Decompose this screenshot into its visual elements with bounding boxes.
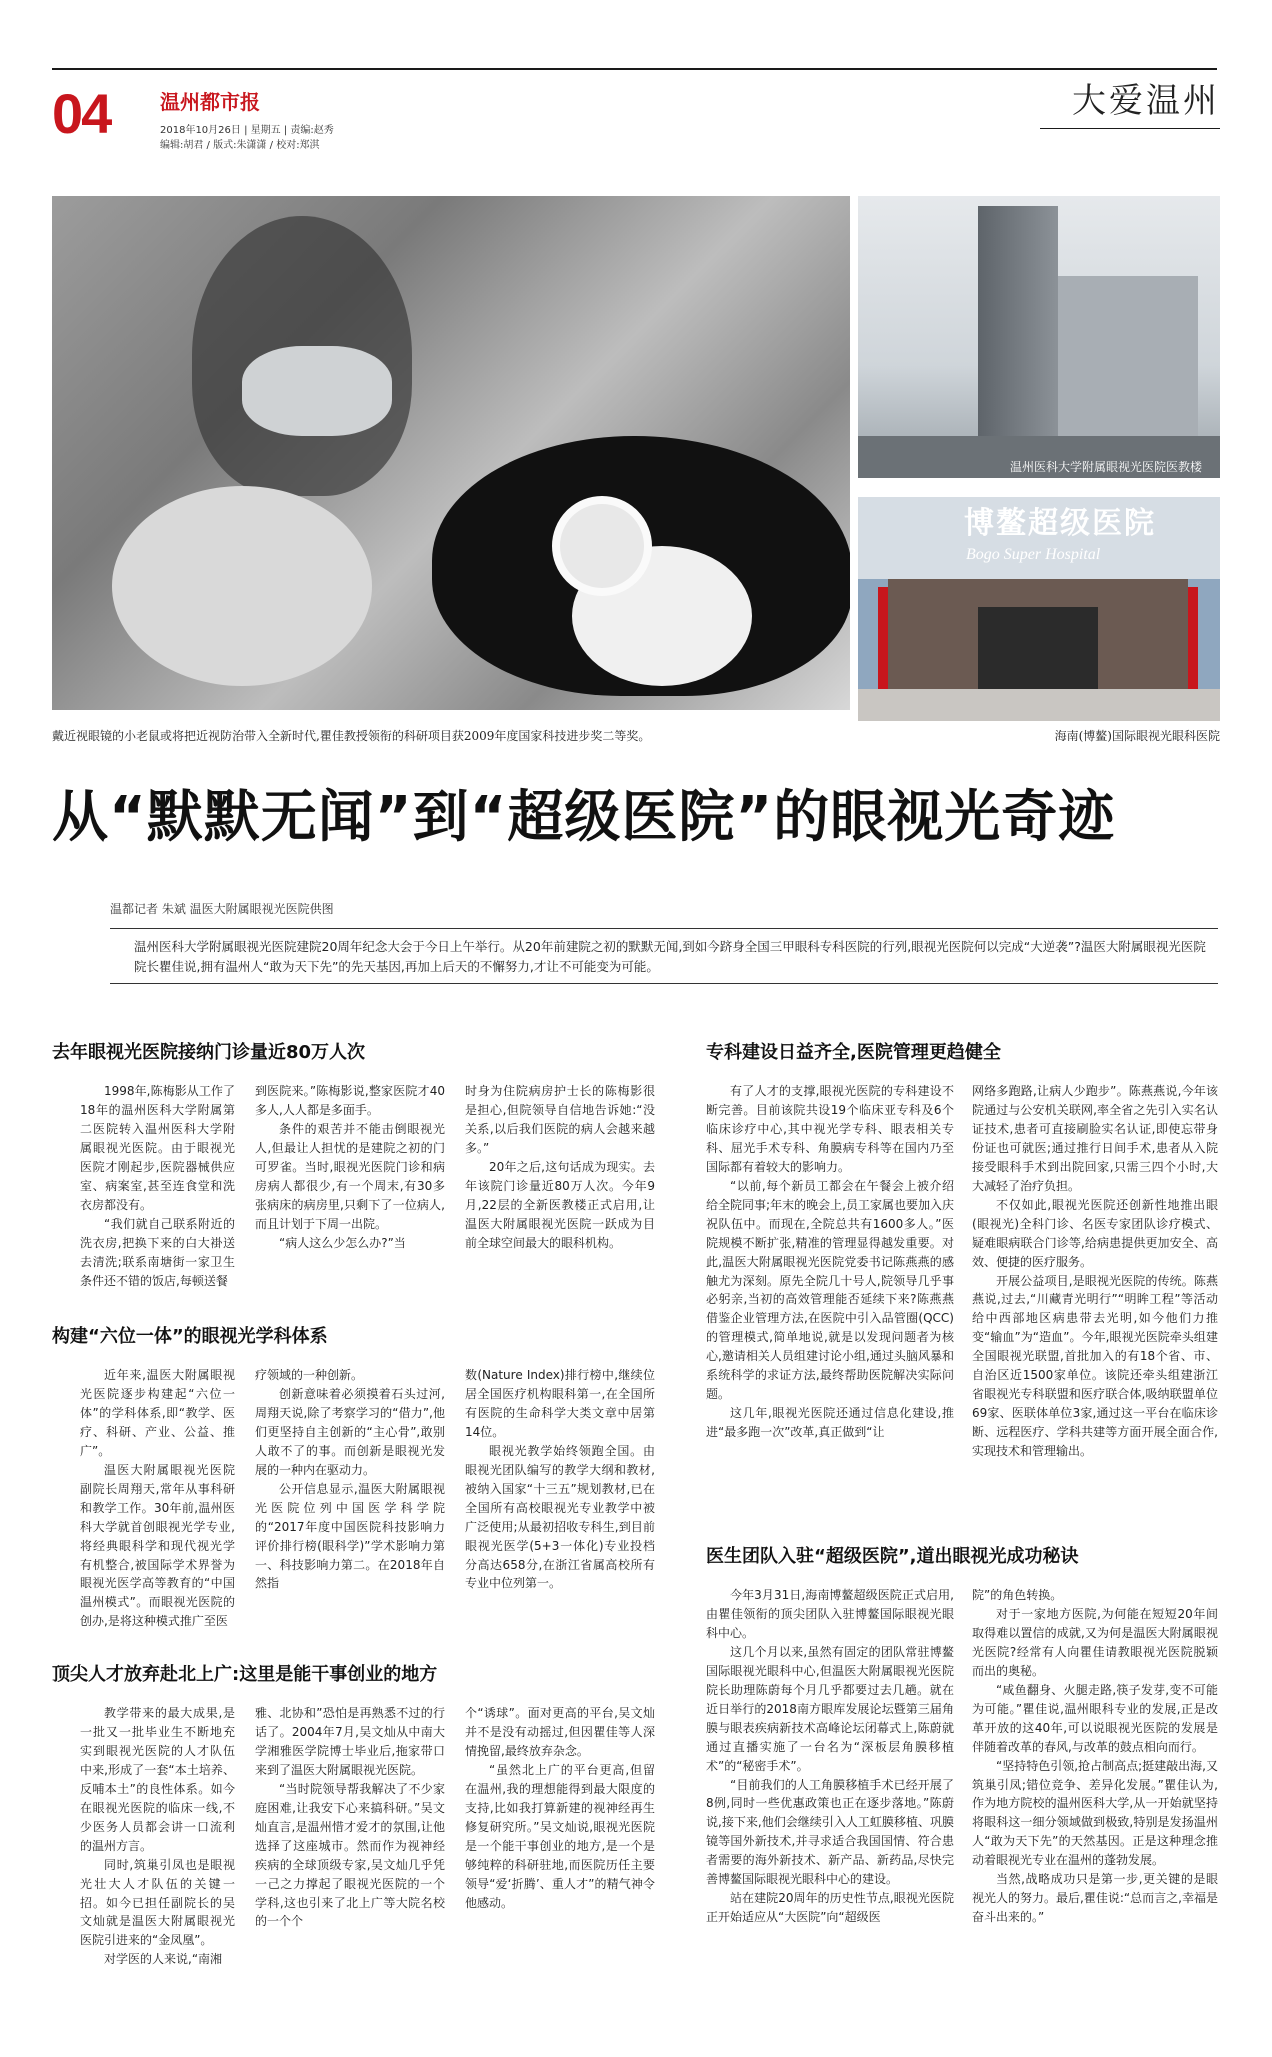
paragraph: 当然,战略成功只是第一步,更关键的是眼视光人的努力。最后,瞿佳说:“总而言之,幸福是奋斗出来的。” (972, 1872, 1218, 1925)
hospital-sign-chinese: 博鳌超级医院 (964, 506, 1156, 541)
hospital-sign-english: Bogo Super Hospital (966, 546, 1101, 563)
paragraph: 20年之后,这句话成为现实。去年该院门诊量近80万人次。今年9月,22层的全新医教楼正式启用,让温医大附属眼视光医院一跃成为目前全球空间最大的眼科机构。 (465, 1159, 655, 1250)
paragraph: “坚持特色引领,抢占制高点;挺建敲出海,又筑巢引凤;错位竞争、差异化发展。”瞿佳认为,作为地方院校的温州医科大学,从一开始就坚持将眼科这一细分领域做到极致,特别是发扬温州人“敢为天下先”的天然基因。正是这种理念推动着眼视光专业在温州的蓬勃发展。 (972, 1758, 1218, 1868)
paragraph: 温医大附属眼视光医院副院长周翔天,常年从事科研和教学工作。30年前,温州医科大学就首创眼视光学专业,将经典眼科学和现代视光学有机整合,被国际学术界誉为眼视光医学高等教育的“中国温州模式”。而眼视光医院的创办,是将这种模式推广至医 (80, 1462, 235, 1629)
paragraph: 网络多跑路,让病人少跑步”。陈燕燕说,今年该院通过与公安机关联网,率全省之先引入实名认证技术,患者可直接刷脸实名认证,即使忘带身份证也可就医;通过推行日间手术,患者从入院接受眼科手术到出院回家,只需三四个小时,大大减轻了治疗负担。 (972, 1084, 1218, 1193)
paragraph: 站在建院20周年的历史性节点,眼视光医院正开始适应从“大医院”向“超级医 (706, 1891, 954, 1925)
building-photo-caption: 温州医科大学附属眼视光医院医教楼 (1010, 460, 1203, 474)
surgical-mask (242, 346, 392, 436)
article-headline: 从“默默无闻”到“超级医院”的眼视光奇迹 (52, 785, 1116, 850)
hospital-photo-caption: 海南(博鳌)国际眼视光眼科医院 (1054, 729, 1220, 743)
article-lead: 温州医科大学附属眼视光医院建院20周年纪念大会于今日上午举行。从20年前建院之初的默默无闻,到如今跻身全国三甲眼科专科医院的行列,眼视光医院何以完成“大逆袭”?温医大附属眼视光医院院长瞿佳说,拥有温州人“敢为天下先”的先天基因,再加上后天的不懈努力,才让不可能变为可能。 (110, 928, 1218, 984)
text-column (80, 1082, 235, 1290)
text-column (80, 1366, 235, 1631)
paragraph: 开展公益项目,是眼视光医院的传统。陈燕燕说,过去,“川藏青光明行”“明眸工程”等活动给中西部地区病患带去光明,如今他们力推变“输血”为“造血”。今年,眼视光医院牵头组建全国眼视光联盟,首批加入的有18个省、市、自治区近1500家单位。该院还牵头组建浙江省眼视光专科联盟和医疗联合体,吸纳联盟单位69家、医联体单位3家,通过这一平台在临床诊断、远程医疗、学科共建等方面开展全面合作,实现技术和管理输出。 (972, 1273, 1218, 1459)
text-column (465, 1366, 655, 1593)
text-column (80, 1704, 235, 1969)
paragraph: 同时,筑巢引凤也是眼视光壮大人才队伍的关键一招。如今已担任副院长的吴文灿就是温医大附属眼视光医院引进来的“金凤凰”。 (80, 1857, 235, 1948)
paragraph: 时身为住院病房护士长的陈梅影很是担心,但院领导自信地告诉她:“没关系,以后我们医院的病人会越来越多。” (465, 1084, 655, 1155)
paragraph: 雅、北协和”恐怕是再熟悉不过的行话了。2004年7月,吴文灿从中南大学湘雅医学院博士毕业后,拖家带口来到了温医大附属眼视光医院。 (255, 1706, 445, 1777)
page-number: 04 (52, 82, 111, 145)
paragraph: “虽然北上广的平台更高,但留在温州,我的理想能得到最大限度的支持,比如我打算新建的视神经再生修复研究所。”吴文灿说,眼视光医院是一个能干事创业的地方,是一个是够纯粹的科研驻地,而医院历任主要领导“爱‘折腾’、重人才”的精气神令他感动。 (465, 1762, 655, 1910)
paper-name: 温州都市报 (160, 90, 260, 114)
text-column (972, 1082, 1218, 1461)
paragraph: 对学医的人来说,“南湘 (104, 1952, 223, 1967)
paragraph: 有了人才的支撑,眼视光医院的专科建设不断完善。目前该院共设19个临床亚专科及6个临床诊疗中心,其中视光学专科、眼表相关专科、屈光手术专科、角膜病专科等在国内乃至国际都有着较大的影响力。 (706, 1084, 954, 1174)
text-column (255, 1366, 445, 1593)
section-rule (1040, 128, 1220, 129)
paragraph: 这几个月以来,虽然有固定的团队常驻博鳌国际眼视光眼科中心,但温医大附属眼视光医院院长助理陈蔚每个月几乎都要过去几趟。就在近日举行的2018南方眼库发展论坛暨第三届角膜与眼表疾病新技术高峰论坛闭幕式上,陈蔚就通过直播实施了一台名为“深板层角膜移植术”的“秘密手术”。 (706, 1644, 954, 1773)
paragraph: 条件的艰苦并不能击倒眼视光人,但最让人担忧的是建院之初的门可罗雀。当时,眼视光医院门诊和病房病人都很少,有一个周末,有30多张病床的病房里,只剩下了一位病人,而且计划于下周一出院。 (255, 1121, 445, 1231)
section-heading: 去年眼视光医院接纳门诊量近80万人次 (52, 1042, 366, 1063)
paragraph: 近年来,温医大附属眼视光医院逐步构建起“六位一体”的学科体系,即“教学、医疗、科研、产业、公益、推广”。 (80, 1368, 235, 1458)
paragraph: 院”的角色转换。 (972, 1588, 1063, 1602)
paragraph: 这几年,眼视光医院还通过信息化建设,推进“最多跑一次”改革,真正做到“让 (706, 1406, 954, 1440)
article-byline: 温都记者 朱斌 温医大附属眼视光医院供图 (110, 902, 334, 916)
gloved-hand (112, 486, 372, 686)
publication-date-line: 2018年10月26日 | 星期五 | 责编:赵秀 (160, 125, 334, 136)
section-heading: 顶尖人才放弃赴北上广:这里是能干事创业的地方 (52, 1664, 438, 1685)
building-wing (1058, 276, 1198, 436)
entrance-plaza (858, 689, 1220, 721)
red-banner-right (1188, 587, 1198, 697)
paragraph: 个“诱球”。面对更高的平台,吴文灿并不是没有动摇过,但因瞿佳等人深情挽留,最终放弃杂念。 (465, 1706, 655, 1758)
text-column (255, 1704, 445, 1931)
paragraph: “以前,每个新员工都会在午餐会上被介绍给全院同事;年末的晚会上,员工家属也要加入庆祝队伍中。而现在,全院总共有1600多人。”医院规模不断扩张,精准的管理显得越发重要。对此,温医大附属眼视光医院党委书记陈燕燕的感触尤为深刻。原先全院几十号人,院领导几乎事必躬亲,当初的高效管理能否延续下来?陈燕燕借鉴企业管理方法,在医院中引入品管圈(QCC)的管理模式,简单地说,就是以发现问题者为核心,邀请相关人员组建讨论小组,通过头脑风暴和系统科学的求证方法,最终帮助医院解决实际问题。 (706, 1178, 954, 1402)
paragraph: 疗领域的一种创新。 (255, 1368, 364, 1382)
paragraph: 1998年,陈梅影从工作了18年的温州医科大学附属第二医院转入温州医科大学附属眼视光医院。由于眼视光医院才刚起步,医院器械供应室、病案室,甚至连食堂和洗衣房都没有。 (80, 1084, 235, 1212)
paragraph: “当时院领导帮我解决了不少家庭困难,让我安下心来搞科研。”吴文灿直言,是温州惜才爱才的氛围,让他选择了这座城市。然而作为视神经疾病的全球顶级专家,吴文灿几乎凭一己之力撑起了眼视光医院的一个学科,这也引来了北上广等大院名校的一个个 (255, 1781, 445, 1929)
text-column (972, 1586, 1218, 1927)
paragraph: “目前我们的人工角膜移植手术已经开展了8例,同时一些优惠政策也正在逐步落地。”陈蔚说,接下来,他们会继续引入人工虹膜移植、巩膜镜等国外新技术,并寻求适合我国国情、符合患者需要的海外新技术、新产品、新药品,尽快完善博鳌国际眼视光眼科中心的建设。 (706, 1777, 954, 1887)
paragraph: 不仅如此,眼视光医院还创新性地推出眼(眼视光)全科门诊、名医专家团队诊疗模式、疑难眼病联合门诊等,给病患提供更加安全、高效、便捷的医疗服务。 (972, 1197, 1218, 1269)
paragraph: “咸鱼翻身、火腿走路,筷子发芽,变不可能为可能。”瞿佳说,温州眼科专业的发展,正是改革开放的这40年,可以说眼视光医院的发展是伴随着改革的春风,与改革的鼓点相向而行。 (972, 1682, 1218, 1754)
text-column (465, 1704, 655, 1912)
section-heading: 专科建设日益齐全,医院管理更趋健全 (706, 1042, 1001, 1063)
paragraph: 今年3月31日,海南博鳌超级医院正式启用,由瞿佳领衔的顶尖团队入驻博鳌国际眼视光眼科中心。 (706, 1588, 954, 1640)
paragraph: “我们就自己联系附近的洗衣房,把换下来的白大褂送去清洗;联系南塘街一家卫生条件还不错的饭店,每顿送餐 (80, 1216, 235, 1288)
section-heading: 医生团队入驻“超级医院”,道出眼视光成功秘诀 (706, 1546, 1079, 1567)
boao-hospital-photo (858, 497, 1220, 721)
paragraph: “病人这么少怎么办?”当 (279, 1235, 406, 1250)
paragraph: 眼视光教学始终领跑全国。由眼视光团队编写的教学大纲和教材,被纳入国家“十三五”规划教材,已在全国所有高校眼视光专业教学中被广泛使用;从最初招收专科生,到目前眼视光医学(5+3一体化)专业投档分高达658分,在浙江省属高校所有专业中位列第一。 (465, 1443, 655, 1591)
paragraph: 数(Nature Index)排行榜中,继续位居全国医疗机构眼科第一,在全国所有医院的生命科学大类文章中居第14位。 (465, 1368, 655, 1439)
red-banner-left (878, 587, 888, 697)
paragraph: 教学带来的最大成果,是一批又一批毕业生不断地充实到眼视光医院的人才队伍中来,形成了一套“本土培养、反哺本土”的良性体系。如今在眼视光医院的临床一线,不少医务人员都会讲一口流利的温州方言。 (80, 1706, 235, 1853)
section-title: 大爱温州 (1072, 81, 1220, 121)
editor-credits-line: 编辑:胡君 / 版式:朱潇潇 / 校对:郑淇 (160, 140, 320, 151)
masthead-rule (52, 68, 1217, 70)
guinea-pig-research-photo (52, 196, 850, 710)
main-photo-caption: 戴近视眼镜的小老鼠或将把近视防治带入全新时代,瞿佳教授领衔的科研项目获2009年度国家科技进步奖二等奖。 (52, 729, 651, 743)
hospital-signboard (914, 507, 1214, 569)
section-heading: 构建“六位一体”的眼视光学科体系 (52, 1326, 328, 1347)
paragraph: 到医院来。”陈梅影说,整家医院才40多人,人人都是多面手。 (255, 1084, 445, 1117)
myopia-goggle (552, 496, 652, 596)
text-column (706, 1586, 954, 1927)
paragraph: 公开信息显示,温医大附属眼视光医院位列中国医学科学院的“2017年度中国医院科技影响力评价排行榜(眼科学)”学术影响力第一、科技影响力第二。在2018年自然指 (255, 1481, 445, 1591)
paragraph: 创新意味着必须摸着石头过河,周翔天说,除了考察学习的“借力”,他们更坚持自主创新的“主心骨”,敢别人敢不了的事。而创新是眼视光发展的一种内在驱动力。 (255, 1386, 445, 1477)
text-column (465, 1082, 655, 1253)
text-column (706, 1082, 954, 1442)
hospital-door (978, 607, 1098, 697)
tower-block (978, 206, 1058, 436)
paragraph: 对于一家地方医院,为何能在短短20年间取得难以置信的成就,又为何是温医大附属眼视光医院?经常有人向瞿佳请教眼视光医院脱颖而出的奥秘。 (972, 1606, 1218, 1678)
text-column (255, 1082, 445, 1253)
teaching-building-photo (858, 196, 1220, 478)
